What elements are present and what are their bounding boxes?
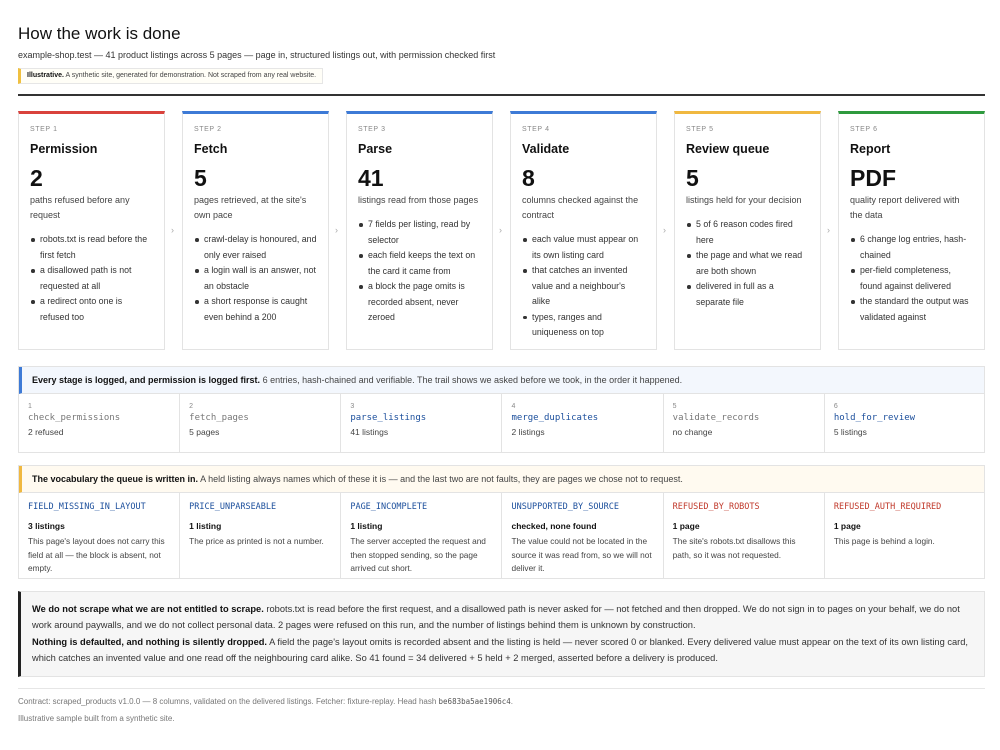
step-label: STEP 3 — [358, 126, 386, 133]
chevron-right-icon: › — [499, 225, 502, 235]
log-entry-index: 5 — [672, 403, 677, 410]
step-bullet: a redirect onto one is refused too — [30, 294, 153, 325]
step-number: 5 — [686, 165, 699, 191]
step-title: Review queue — [686, 142, 770, 156]
log-entry — [180, 394, 341, 452]
reason-code-count: 1 page — [833, 521, 861, 531]
log-entry-index: 4 — [511, 403, 516, 410]
change-log-heading: Every stage is logged, and permission is logged first. — [32, 375, 261, 385]
step-number: 5 — [194, 165, 207, 191]
reason-code-count: 1 listing — [350, 521, 383, 531]
change-log-caption: 6 entries, hash-chained and verifiable. The trail shows we asked before we took, in the order it happened. — [262, 375, 683, 385]
step-bullet: delivered in full as a separate file — [686, 279, 809, 310]
chevron-right-icon: › — [335, 225, 338, 235]
step-number: 2 — [30, 165, 43, 191]
chevron-right-icon: › — [663, 225, 666, 235]
footer-contract — [18, 697, 513, 706]
reason-code-name: PRICE_UNPARSEABLE — [189, 502, 277, 512]
step-bullet: each value must appear on its own listing card — [522, 232, 645, 263]
log-entry-name: hold_for_review — [833, 413, 916, 423]
step-bullet: a login wall is an answer, not an obstacle — [194, 263, 317, 294]
reason-code-description: The site's robots.txt disallows this path, so it was not requested. — [672, 536, 796, 560]
step-card — [346, 111, 493, 350]
log-entry-name: merge_duplicates — [511, 413, 599, 423]
reason-code-description: This page's layout does not carry this field at all — the block is absent, not empty. — [28, 536, 165, 573]
policy-entitlement-text: robots.txt is read before the first request, and a disallowed path is never asked for — not fetched and then dropped. We do not sign in to pages on your behalf, we do not work around paywalls, and we do not collect personal data. 2 pages were refused on this run, and the number of listings behind them is unknown by construction. — [32, 604, 960, 630]
reason-code-description: This page is behind a login. — [833, 536, 935, 546]
policy-statement — [18, 591, 985, 677]
reason-code-name: UNSUPPORTED_BY_SOURCE — [511, 502, 619, 512]
reason-code-description: The server accepted the request and then stopped sending, so the page arrived cut short. — [350, 536, 486, 573]
step-bullet: a block the page omits is recorded absent, never zeroed — [358, 279, 481, 326]
reason-code-description: The price as printed is not a number. — [189, 536, 324, 546]
step-label: STEP 2 — [194, 126, 222, 133]
step-bullet: crawl-delay is honoured, and only ever raised — [194, 232, 317, 263]
log-entry-value: 2 listings — [511, 427, 545, 437]
reason-code — [503, 493, 664, 578]
step-bullets — [194, 232, 317, 325]
step-number: 41 — [358, 165, 384, 191]
log-entry-value: 2 refused — [28, 427, 64, 437]
notice-text: A synthetic site, generated for demonstration. Not scraped from any real website. — [65, 72, 317, 79]
log-entry-value: 41 listings — [350, 427, 389, 437]
log-entry-name: parse_listings — [350, 413, 427, 423]
policy-entitlement — [32, 602, 972, 633]
log-entry-value: 5 pages — [189, 427, 220, 437]
step-card — [510, 111, 657, 350]
log-entry — [341, 394, 502, 452]
policy-defaults — [32, 635, 972, 666]
step-description: listings held for your decision — [686, 195, 802, 205]
policy-defaults-text: A field the page's layout omits is recorded absent and the listing is held — never scored 0 or blanked. Every delivered value must appear on the text of its own listing card, which catches an invented value and one read off the neighbouring card alike. So 41 found = 34 delivered + 5 held + 2 merged, asserted before a delivery is produced. — [32, 637, 969, 663]
log-entry-name: fetch_pages — [189, 413, 249, 423]
step-card — [838, 111, 985, 350]
vocabulary-heading: The vocabulary the queue is written in. — [32, 474, 199, 484]
step-bullet: the page and what we read are both shown — [686, 248, 809, 279]
log-entry-value: no change — [672, 427, 713, 437]
reason-code-count: 1 listing — [189, 521, 222, 531]
pipeline-steps — [18, 111, 985, 350]
step-title: Report — [850, 142, 891, 156]
log-entry — [664, 394, 825, 452]
reason-code-name: REFUSED_AUTH_REQUIRED — [833, 502, 942, 512]
vocabulary-caption: A held listing always names which of these it is — and the last two are not faults, they are pages we chose not to request. — [200, 474, 683, 484]
step-bullet: 5 of 6 reason codes fired here — [686, 217, 809, 248]
change-log-header — [19, 367, 984, 394]
step-card — [674, 111, 821, 350]
step-card — [18, 111, 165, 350]
step-bullet: that catches an invented value and a neighbour's alike — [522, 263, 645, 310]
step-description: paths refused before any request — [30, 195, 130, 220]
header-divider — [18, 94, 985, 96]
log-entry-index: 1 — [28, 403, 32, 410]
step-number: PDF — [850, 165, 896, 191]
head-hash: be683ba5ae1906c4 — [438, 697, 511, 706]
log-entry — [503, 394, 664, 452]
chevron-right-icon: › — [171, 225, 174, 235]
log-entry-index: 3 — [350, 403, 355, 410]
log-entry-name: check_permissions — [28, 413, 121, 423]
log-entry-index: 2 — [189, 403, 194, 410]
step-bullet: a short response is caught even behind a 200 — [194, 294, 317, 325]
page-subtitle: example-shop.test — 41 product listings across 5 pages — page in, structured listings out, with permission checked first — [18, 50, 496, 60]
step-description: columns checked against the contract — [522, 195, 639, 220]
footer-divider — [18, 688, 985, 689]
reason-code — [180, 493, 341, 578]
step-title: Fetch — [194, 142, 228, 156]
reason-code-name: FIELD_MISSING_IN_LAYOUT — [28, 502, 146, 512]
step-label: STEP 6 — [850, 126, 878, 133]
step-description: quality report delivered with the data — [850, 195, 960, 220]
page-title: How the work is done — [18, 24, 181, 43]
reason-code-count: 1 page — [672, 521, 700, 531]
policy-defaults-heading: Nothing is defaulted, and nothing is silently dropped. — [32, 637, 268, 647]
illustrative-notice — [18, 68, 323, 84]
step-bullet: the standard the output was validated against — [850, 294, 973, 325]
log-entry — [19, 394, 180, 452]
step-bullet: robots.txt is read before the first fetch — [30, 232, 153, 263]
reason-code — [341, 493, 502, 578]
step-description: listings read from those pages — [358, 195, 479, 205]
reason-code — [19, 493, 180, 578]
step-bullets — [686, 217, 809, 310]
reason-code — [825, 493, 986, 578]
notice-label: Illustrative. — [27, 72, 64, 79]
reason-code-count: checked, none found — [511, 521, 597, 531]
vocabulary-header — [19, 466, 984, 493]
vocabulary-panel — [18, 465, 985, 579]
step-label: STEP 1 — [30, 126, 58, 133]
step-label: STEP 5 — [686, 126, 714, 133]
step-bullet: per-field completeness, found against delivered — [850, 263, 973, 294]
reason-code-name: PAGE_INCOMPLETE — [350, 502, 428, 512]
step-bullet: 7 fields per listing, read by selector — [358, 217, 481, 248]
log-entry-name: validate_records — [672, 413, 760, 423]
step-bullets — [850, 232, 973, 325]
change-log-panel — [18, 366, 985, 453]
footer-note: Illustrative sample built from a synthetic site. — [18, 714, 175, 723]
log-entry-index: 6 — [833, 403, 838, 410]
reason-code — [664, 493, 825, 578]
step-bullets — [522, 232, 645, 341]
footer-contract-text: Contract: scraped_products v1.0.0 — 8 columns, validated on the delivered listings. Fetcher: fixture-replay. Head hash — [18, 697, 437, 706]
reason-code-description: The value could not be located in the source it was read from, so we will not deliver it. — [511, 536, 652, 573]
reason-code-count: 3 listings — [28, 521, 65, 531]
step-bullet: a disallowed path is not requested at all — [30, 263, 153, 294]
step-bullets — [30, 232, 153, 325]
chevron-right-icon: › — [827, 225, 830, 235]
step-title: Validate — [522, 142, 570, 156]
step-bullet: 6 change log entries, hash-chained — [850, 232, 973, 263]
step-description: pages retrieved, at the site's own pace — [194, 195, 307, 220]
log-entry — [825, 394, 986, 452]
step-label: STEP 4 — [522, 126, 550, 133]
reason-code-name: REFUSED_BY_ROBOTS — [672, 502, 760, 512]
step-card — [182, 111, 329, 350]
step-bullets — [358, 217, 481, 326]
step-number: 8 — [522, 165, 535, 191]
step-bullet: each field keeps the text on the card it came from — [358, 248, 481, 279]
log-entry-value: 5 listings — [833, 427, 867, 437]
step-title: Permission — [30, 142, 98, 156]
policy-entitlement-heading: We do not scrape what we are not entitled to scrape. — [32, 604, 264, 614]
step-title: Parse — [358, 142, 393, 156]
footer-period: . — [510, 697, 514, 706]
step-bullet: types, ranges and uniqueness on top — [522, 310, 645, 341]
